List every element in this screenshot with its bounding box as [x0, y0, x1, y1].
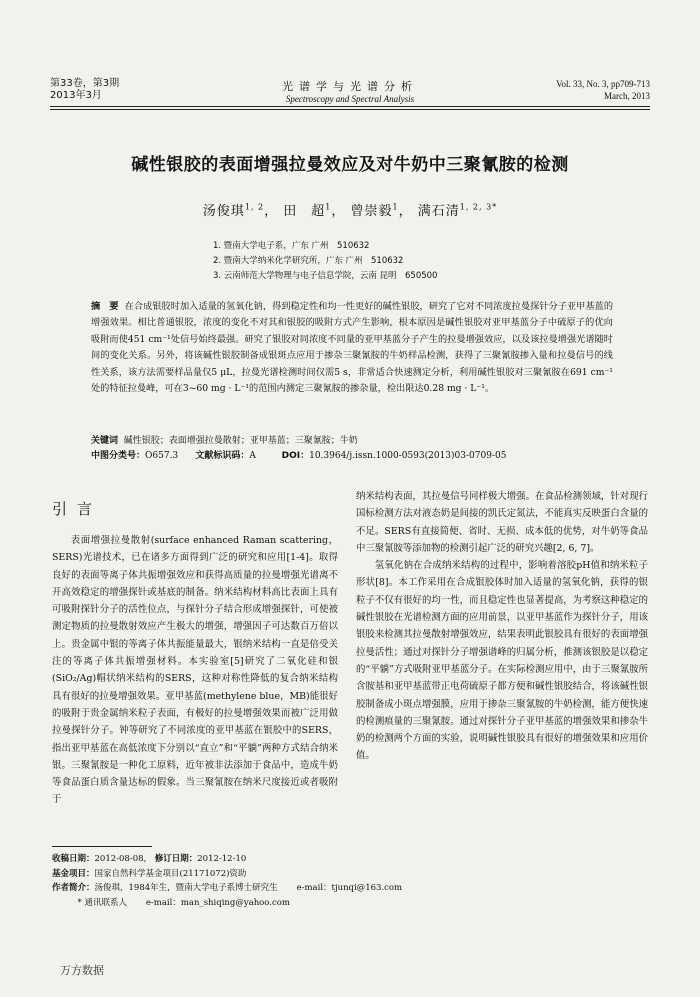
corresponding-email: e-mail：man_shiqing@yahoo.com [145, 897, 290, 908]
affiliation-item: 1. 暨南大学电子系，广东 广州 510632 [213, 241, 370, 251]
keywords-label: 关键词 [91, 436, 119, 446]
doc-code-value: A [249, 451, 256, 461]
journal-name-en: Spectroscopy and Spectral Analysis [285, 94, 415, 104]
section-heading-intro: 引言 [52, 500, 103, 518]
header-rule-thin [50, 109, 650, 110]
affiliations [213, 239, 437, 284]
author-affil-sup: 1, 2 [244, 202, 265, 212]
abstract-text: 在合成银胶时加入适量的氢氧化钠，得到稳定性和均一性更好的碱性银胶，研究了它对不同浓度拉曼探针分子亚甲基蓝的增强效果。相比普通银胶，浓度的变化不对其和银胶的吸附方式产生影响，根本原因是碱性银胶对亚甲基蓝分子中硫原子的优向吸附而使451 cm⁻¹处信号始终最强。研究了银胶对同浓度不同量的亚甲基蓝分子产生的拉曼增强效应，以及该拉曼增强光谱随时间的变化关系。另外，将该碱性银胶制备成银斑点应用于掺杂三聚氰胺的牛奶样品检测，获得了三聚氰胺掺入量和拉曼信号的线性关系，该方法需要样品量仅5 μL，拉曼光谱检测时间仅需5 s，非常适合快速测定分析，利用碱性银胶对三聚氰胺在691 cm⁻¹处的特征拉曼峰，可在3~60 mg · L⁻¹的范围内测定三聚氰胺的掺杂量，检出限达0.28 mg · L⁻¹。 [91, 301, 614, 395]
abstract [91, 299, 613, 397]
header-issue [556, 78, 650, 102]
header-volume-line1: 第33卷，第3期 [50, 78, 120, 89]
keywords-text: 碱性银胶；表面增强拉曼散射；亚甲基蓝；三聚氰胺；牛奶 [123, 436, 358, 446]
paper-title: 碱性银胶的表面增强拉曼效应及对牛奶中三聚氰胺的检测 [131, 155, 569, 175]
author-name: 曾崇毅 [350, 204, 393, 219]
revised-date: 2012-12-10 [197, 854, 247, 864]
affiliation-item: 2. 暨南大学纳米化学研究所，广东 广州 510632 [213, 256, 404, 266]
header-vol-en: Vol. 33, No. 3, pp709-713 [556, 79, 650, 89]
corresponding-label: * 通讯联系人 [77, 897, 127, 908]
author-name: 田 超 [283, 204, 326, 219]
keywords-block [91, 434, 621, 464]
paragraph: 氢氧化钠在合成纳米结构的过程中，影响着溶胶pH值和纳米粒子形状[8]。本工作采用在合成银胶体时加入适量的氢氧化钠，获得的银粒子不仅有很好的均一性，而且稳定性也显著提高，为考察这种稳定的碱性银胶在光谱检测方面的应用前景，以亚甲基蓝作为探针分子，用该银胶来检测其拉曼散射增强效应，结果表明此银胶具有很好的表面增强拉曼活性；通过对探针分子增强谱峰的归属分析，推测该银胶是以稳定的“平躺”方式吸附亚甲基蓝分子。在实际检测应用中，由于三聚氰胺所含胺基和亚甲基蓝带正电荷硫原子都方便和碱性银胶结合，将该碱性银胶制备成小斑点增强膜，应用于掺杂三聚氰胺的牛奶检测，能方便快速的检测痕量的三聚氰胺。通过对探针分子亚甲基蓝的增强效果和掺杂牛奶的检测两个方面的实验，说明碱性银胶具有很好的增强效果和应用价值。 [356, 560, 648, 762]
header-date-en: March, 2013 [604, 91, 650, 101]
fund-label: 基金项目： [52, 868, 95, 879]
author-affil-sup: 1 [325, 202, 332, 212]
author-email: e-mail：tjunqi@163.com [296, 883, 403, 893]
clc-value: O657.3 [145, 451, 179, 461]
author-affil-sup: 1 [392, 202, 399, 212]
author-affil-sup: 1, 2, 3* [459, 202, 498, 212]
author-name: 汤俊琪 [202, 204, 245, 219]
affiliation-item: 3. 云南师范大学物理与电子信息学院，云南 昆明 650500 [213, 271, 438, 281]
abstract-label: 摘 要 [91, 301, 119, 312]
author-name: 满石清 [417, 204, 460, 219]
received-label: 收稿日期： [52, 854, 95, 864]
header-volume-line2: 2013年3月 [50, 90, 102, 101]
paragraph: 纳米结构表面，其拉曼信号同样极大增强。在食品检测领域，针对现行国标检测方法对液态奶是间接的凯氏定氮法，不能真实反映蛋白含量的不足。SERS有直接简便、省时、无损、成本低的优势，对牛奶等食品中三聚氰胺等添加物的检测引起广泛的研究兴趣[2, 6, 7]。 [356, 491, 648, 554]
fund-text: 国家自然科学基金项目(21171072)资助 [94, 868, 247, 879]
watermark: 万方数据 [60, 964, 104, 977]
revised-label: 修订日期： [154, 854, 198, 864]
author-bio-label: 作者简介： [52, 883, 95, 893]
author-list: 汤俊琪$^{1, 2}$， 田 超$^1$， 曾崇毅$^1$， 满石清$^{1, 2, 3*}$ [202, 202, 498, 219]
header-rule [50, 106, 650, 107]
body-column-right [356, 488, 648, 765]
received-date: 2012-08-08， [94, 854, 153, 864]
footnote-rule [52, 846, 152, 847]
doc-code-label: 文献标识码： [195, 451, 250, 461]
journal-name-cn: 光谱学与光谱分析 [282, 80, 418, 93]
clc-label: 中图分类号： [91, 451, 146, 461]
author-bio: 汤俊琪，1984年生，暨南大学电子系博士研究生 [94, 883, 278, 893]
doi-value: 10.3964/j.issn.1000-0593(2013)03-0709-05 [309, 451, 507, 461]
paragraph: 表面增强拉曼散射(surface enhanced Raman scattering，SERS)光谱技术，已在诸多方面得到广泛的研究和应用[1-4]。取得良好的表面等离子体共振增强效应和获得高质量的拉曼增强光谱离不开高效稳定的增强探针或基底的制备。纳米结构材料高比表面上具有可吸附探针分子的活性位点，与探针分子结合形成增强探针，可使被测定物质的拉曼散射效应产生极大的增强，增强因子可达数百万倍以上。贵金属中银的等离子体共振能量最大，银纳米结构一直是倍受关注的等离子体共振增强材料。本实验室[5]研究了二氧化硅和银(SiO₂/Ag)帽状纳米结构的SERS，这种对称性降低的复合纳米结构具有很好的拉曼增强效果。亚甲基蓝(methylene blue，MB)能很好的吸附于贵金属纳米粒子表面，有极好的拉曼增强效果而被广泛用做拉曼探针分子。钟等研究了不同浓度的亚甲基蓝在银胶中的SERS，指出亚甲基蓝在高低浓度下分别以“直立”和“平躺”两种方式结合纳米银。三聚氰胺是一种化工原料，近年被非法添加于食品中，造成牛奶等食品蛋白质含量达标的假象。当三聚氰胺在纳米尺度接近或者吸附于 [52, 535, 338, 806]
footnotes [52, 852, 652, 910]
body-column-left [52, 532, 338, 809]
doi-label: DOI： [281, 451, 310, 461]
